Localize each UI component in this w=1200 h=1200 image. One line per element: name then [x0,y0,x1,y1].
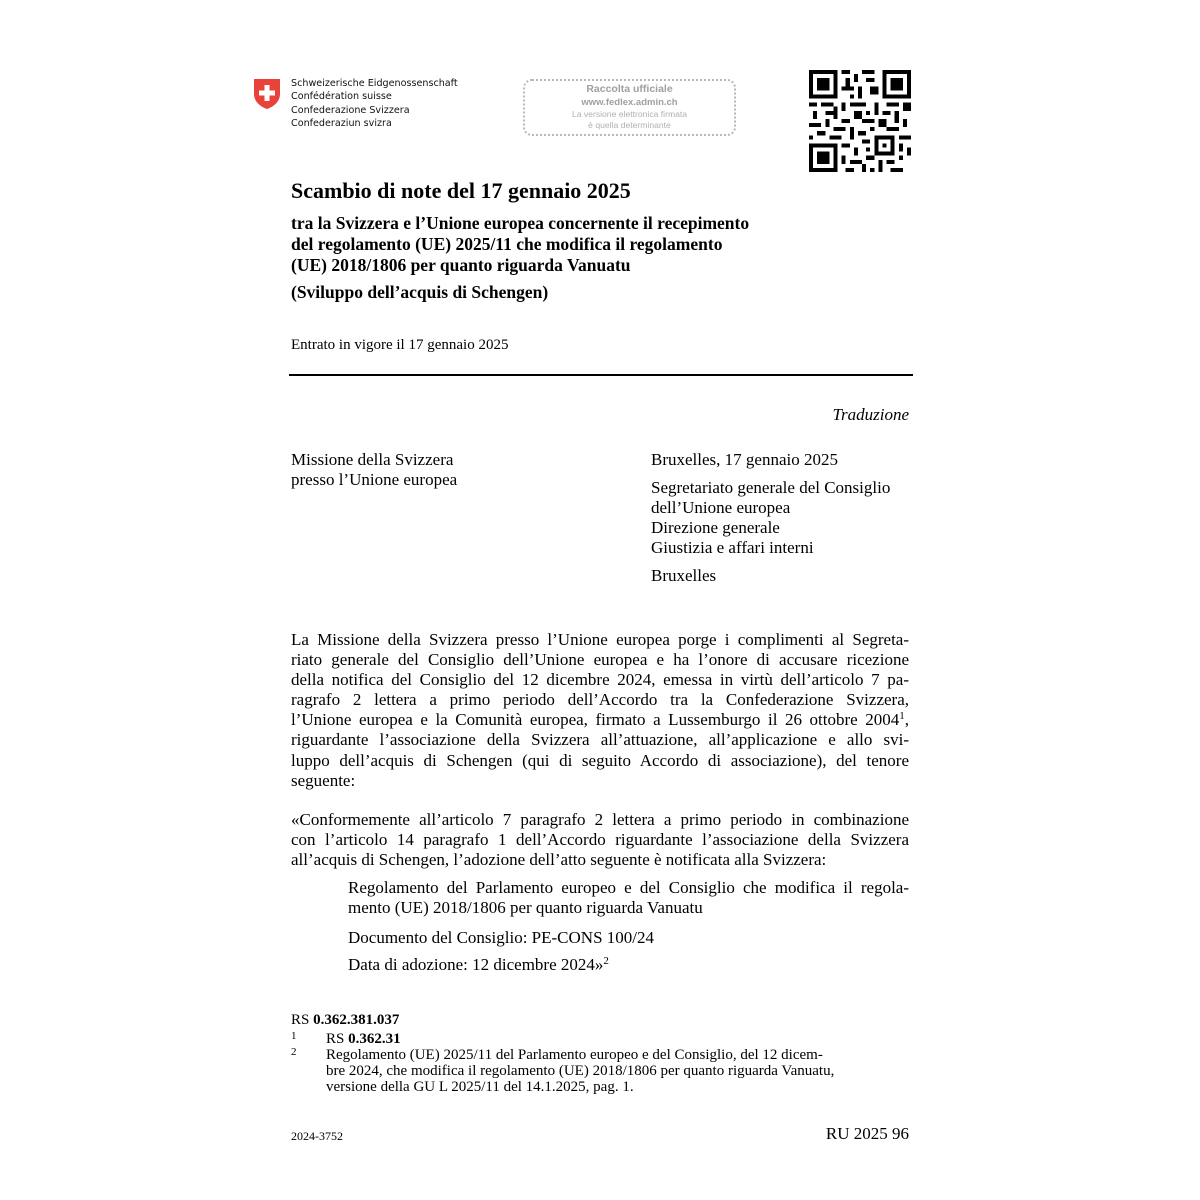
footnote-line: versione della GU L 2025/11 del 14.1.2025, pag. 1. [326,1079,634,1095]
body-paragraph-1 [291,630,909,791]
stamp-title: Raccolta ufficiale [586,83,673,95]
footnote-rs-prefix: RS [326,1031,345,1047]
paragraph-line-punct: , [904,710,909,730]
adoption-date-text: Data di adozione: 12 dicembre 2024» [348,955,604,974]
adoption-date [348,955,909,975]
sender-line: Missione della Svizzera [291,450,454,469]
subtitle-line: (UE) 2018/1806 per quanto riguarda Vanuatu [291,255,631,275]
confederation-names [291,77,458,131]
body-paragraph-2 [291,810,909,870]
rs-prefix: RS [291,1012,310,1028]
footnote-2-text [326,1047,834,1095]
paragraph-line: seguente: [291,770,356,790]
horizontal-divider [289,374,913,376]
ru-reference: RU 2025 96 [825,1124,909,1143]
document-subtitle [291,213,911,303]
confederation-name-de: Schweizerische Eidgenossenschaft [291,78,458,89]
footnote-number: 1 [291,1030,297,1042]
stamp-note-1: La versione elettronica firmata [571,109,688,119]
recipient-address-line: dell’Unione europea [651,498,791,517]
paragraph-line: La Missione della Svizzera presso l’Unione europea porge i complimenti al Segreta- [291,630,909,649]
paragraph-line: ragrafo 2 lettera a primo periodo dell’Accordo tra la Confederazione Svizzera, [291,690,909,710]
footnote-rs-number: 0.362.31 [348,1031,401,1047]
footnote-line: bre 2024, che modifica il regolamento (UE) 2018/1806 per quanto riguarda Vanuatu, [326,1063,835,1079]
swiss-coat-of-arms-icon [253,78,281,110]
stamp-note-2: è quella determinante [588,120,671,130]
regulation-title [348,878,909,918]
recipient-city: Bruxelles [651,566,717,585]
confederation-name-rm: Confederaziun svizra [291,118,392,130]
paragraph-line: della notifica del Consiglio del 12 dicembre 2024, emessa in virtù dell’articolo 7 pa- [291,670,909,690]
recipient-address-line: Direzione generale [651,518,780,537]
rs-number: 0.362.381.037 [313,1012,400,1028]
schengen-development-note: (Sviluppo dell’acquis di Schengen) [291,282,549,302]
document-title: Scambio di note del 17 gennaio 2025 [291,178,631,203]
footnote-1-text [326,1031,401,1047]
rs-reference [291,1012,399,1029]
footnote-ref-1[interactable]: 1 [899,710,905,723]
council-document: Documento del Consiglio: PE-CONS 100/24 [348,928,654,947]
footnote-ref-2[interactable]: 2 [603,955,609,967]
paragraph-line: luppo dell’acquis di Schengen (qui di seguito Accordo di associazione), del tenore [291,750,909,770]
document-number: 2024-3752 [291,1129,343,1143]
subtitle-line: del regolamento (UE) 2025/11 che modifica il regolamento [291,234,723,254]
letter-date: Bruxelles, 17 gennaio 2025 [651,450,838,469]
stamp-url: www.fedlex.admin.ch [581,97,678,108]
sender-block [291,450,457,490]
footnote-number: 2 [291,1046,297,1058]
confederation-name-it: Confederazione Svizzera [291,104,410,116]
sender-line: presso l’Unione europea [291,470,458,489]
footnote-line: Regolamento (UE) 2025/11 del Parlamento europeo e del Consiglio, del 12 dicem- [326,1047,823,1063]
regulation-line: mento (UE) 2018/1806 per quanto riguarda Vanuatu [348,898,703,918]
entry-into-force: Entrato in vigore il 17 gennaio 2025 [291,337,509,353]
confederation-name-fr: Confédération suisse [291,91,392,103]
paragraph-line-with-footnote [291,710,909,730]
paragraph-line: riguardante l’associazione della Svizzera all’attuazione, all’applicazione e allo svi- [291,730,909,750]
paragraph-line-text: l’Unione europea e la Comunità europea, firmato a Lussemburgo il 26 ottobre 2004 [291,710,900,730]
paragraph-line: «Conformemente all’articolo 7 paragrafo 2 lettera a primo periodo in combinazione [291,810,909,829]
official-collection-stamp [523,79,736,136]
paragraph-line: all’acquis di Schengen, l’adozione dell’atto seguente è notificata alla Svizzera: [291,850,827,870]
translation-label: Traduzione [832,405,909,424]
subtitle-line: tra la Svizzera e l’Unione europea concernente il recepimento [291,213,750,233]
qr-code-icon [809,70,911,172]
recipient-block [651,450,890,586]
recipient-address-line: Giustizia e affari interni [651,538,814,557]
regulation-line: Regolamento del Parlamento europeo e del Consiglio che modifica il regola- [348,878,909,897]
recipient-address-line: Segretariato generale del Consiglio [651,478,891,497]
paragraph-line: riato generale del Consiglio dell’Unione europea e ha l’onore di accusare ricezione [291,650,909,670]
paragraph-line: con l’articolo 14 paragrafo 1 dell’Accordo riguardante l’associazione della Svizzera [291,830,909,850]
